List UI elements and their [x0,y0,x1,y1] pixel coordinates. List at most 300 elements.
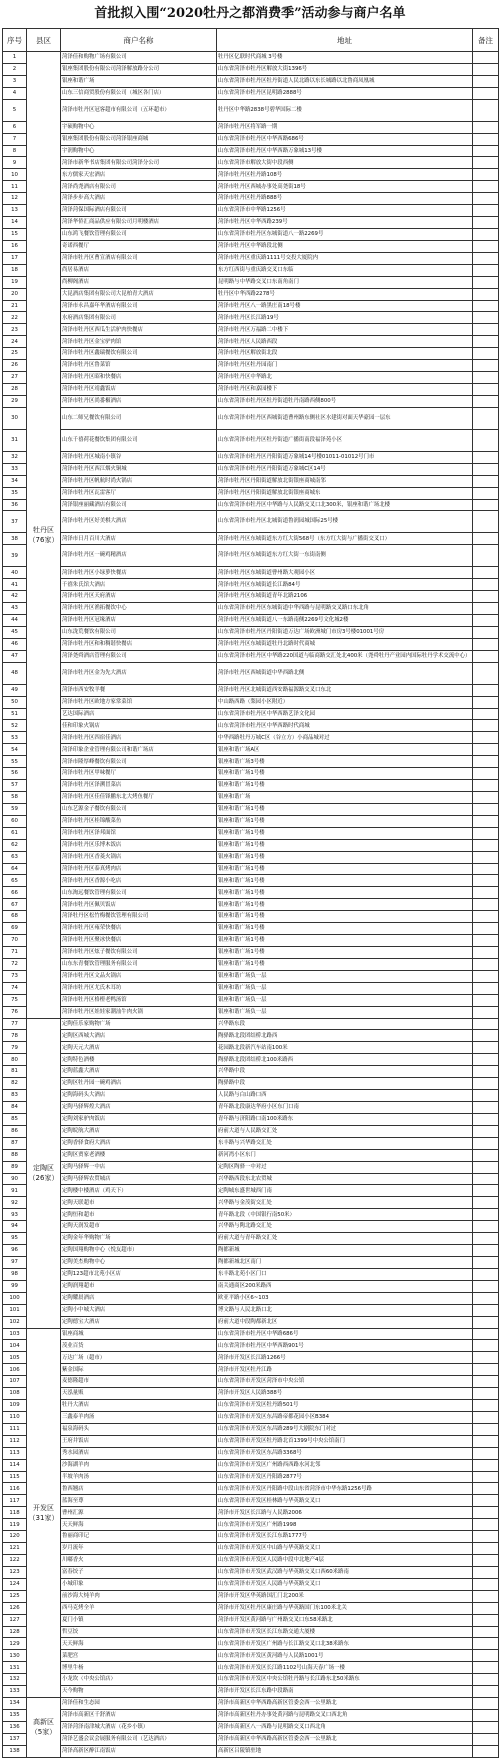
merchant-address: 银座和谐广场1号楼 [217,851,473,863]
merchant-address: 山东省菏泽市牡丹区中华路220国道与临商路交汇处北400米（尧舜牡丹产业园内国际牡丹学术交流中心） [217,650,473,662]
district-cell: 高新区（5家） [27,1698,61,1758]
table-row [3,615,499,627]
row-note [473,1710,499,1722]
table-row [3,451,499,463]
row-seq: 66 [3,887,27,899]
merchant-name: 菏泽市牡丹区欧地方家常菜馆 [61,696,217,708]
table-row [3,1149,499,1161]
row-note [473,684,499,696]
merchant-name: 岁月流年 [61,1543,217,1555]
table-row [3,1411,499,1423]
merchant-name: 菏泽市牡丹区香菱火锅店 [61,851,217,863]
table-row [3,63,499,75]
table-row [3,264,499,276]
merchant-name: 宇润购物中心 [61,145,217,157]
row-seq: 15 [3,228,27,240]
row-seq: 64 [3,863,27,875]
row-seq: 113 [3,1447,27,1459]
merchant-name: 定陶马驿辉煌大酒店 [61,1101,217,1113]
header-address: 地址 [217,29,473,52]
table-row [3,1531,499,1543]
merchant-address: 银座和谐广场负一层 [217,994,473,1006]
table-row [3,545,499,567]
merchant-address: 欧亚平路小区6~103 [217,1292,473,1304]
merchant-name: 菏泽菏泽南津城大酒店（花乡小镇） [61,1721,217,1733]
table-row [3,863,499,875]
row-note [473,1423,499,1435]
row-note [473,157,499,169]
merchant-table [2,28,499,1758]
row-seq: 10 [3,169,27,181]
merchant-address: 山东省菏泽市牡丹区昆明路2888号 [217,87,473,99]
row-seq: 74 [3,982,27,994]
merchant-name: 曹州汇源 [61,1507,217,1519]
table-row [3,696,499,708]
merchant-address: 银座和谐广场1号楼 [217,780,473,792]
merchant-address: 山东省菏泽市开发区广州路1998 [217,1519,473,1531]
header-note: 备注 [473,29,499,52]
merchant-address: 南关通商区200米路西 [217,1280,473,1292]
row-note [473,1400,499,1412]
merchant-address: 高新区吕陵镇驻地 [217,1745,473,1757]
row-seq: 27 [3,372,27,384]
row-note [473,935,499,947]
merchant-address: 陶驿路北段团结桥北路西 [217,1030,473,1042]
row-seq: 90 [3,1173,27,1185]
merchant-address: 山东省菏泽市开发区长江东路交通大厦楼 [217,1626,473,1638]
row-note [473,407,499,429]
row-note [473,780,499,792]
merchant-address: 山东省菏泽市开发区菏泽市中央公馆 [217,1376,473,1388]
merchant-address: 山东省菏泽市牡丹区中华西路686号 [217,133,473,145]
merchant-address: 菏泽市牡丹区将军路一期 [217,121,473,133]
merchant-address: 山东省菏泽市开发区中山路与华英路交叉口 [217,1543,473,1555]
merchant-name: 菜肥宫 [61,1650,217,1662]
row-note [473,1447,499,1459]
merchant-address: 青年路北段康达华府小区东门口南 [217,1101,473,1113]
row-seq: 58 [3,792,27,804]
merchant-address: 兴华路东段 [217,1018,473,1030]
merchant-address: 菏泽市牡丹区万福路二中楼下 [217,324,473,336]
row-note [473,475,499,487]
row-note [473,1030,499,1042]
row-seq: 120 [3,1531,27,1543]
row-seq: 98 [3,1268,27,1280]
merchant-address: 府前大道中段陶都新北区 [217,1316,473,1328]
merchant-name: 菏泽市牡丹区瓦雷客厅 [61,487,217,499]
table-row [3,1101,499,1113]
table-row [3,87,499,99]
merchant-name: 菏泽市牡丹区桂锦酸菜鱼 [61,815,217,827]
table-row [3,181,499,193]
row-seq: 8 [3,145,27,157]
table-row [3,1125,499,1137]
row-seq: 100 [3,1292,27,1304]
row-note [473,217,499,229]
table-row [3,1018,499,1030]
table-row [3,429,499,451]
row-note [473,1209,499,1221]
table-row [3,1733,499,1745]
header-district: 县区 [27,29,61,52]
row-seq: 70 [3,935,27,947]
merchant-name: 定陶区西城大酒店 [61,1030,217,1042]
merchant-name: 川嘟香火 [61,1555,217,1567]
merchant-name: 菏泽市牡丹区泽邦面馆 [61,827,217,839]
merchant-name: 定陶美杰购物中心 [61,1256,217,1268]
row-seq: 97 [3,1256,27,1268]
merchant-name: 哲豆饺 [61,1626,217,1638]
row-seq: 36 [3,499,27,511]
merchant-address: 山东省菏泽市开发区黄河路与人民路1001号 [217,1650,473,1662]
merchant-address: 山东省菏泽市开发区东昌路帝都花园小区B384 [217,1411,473,1423]
row-seq: 137 [3,1733,27,1745]
merchant-name: 西马克烤全羊 [61,1602,217,1614]
merchant-name: 菏泽市牡丹区金宝驴肉馆 [61,336,217,348]
row-note [473,1233,499,1245]
merchant-address: 菏泽市牡丹区东城街道八一东路南侧2269号文化城2楼 [217,615,473,627]
row-seq: 4 [3,87,27,99]
table-row [3,1483,499,1495]
row-note [473,603,499,615]
merchant-name: 菏泽市新华书店集团有限公司菏泽分公司 [61,157,217,169]
merchant-address: 山东省菏泽市牡丹区牡丹街道人民北路以东长城路以北鲁商凤凰城 [217,75,473,87]
merchant-name: 定陶楼中楼酒店（鸡天下） [61,1185,217,1197]
merchant-address: 菏泽市牡丹区东城街道东方红大街一东街南侧 [217,545,473,567]
table-row [3,133,499,145]
table-row [3,121,499,133]
table-row [3,360,499,372]
row-seq: 126 [3,1602,27,1614]
row-seq: 31 [3,429,27,451]
row-seq: 30 [3,407,27,429]
row-seq: 50 [3,696,27,708]
table-row [3,383,499,395]
table-row [3,1745,499,1757]
row-note [473,1149,499,1161]
row-note [473,75,499,87]
merchant-address: 菏泽市高新区中华西路高新区管委会西一公里路北 [217,1733,473,1745]
merchant-address: 银座和谐广场1号楼 [217,827,473,839]
row-note [473,1185,499,1197]
row-note [473,121,499,133]
table-row [3,1280,499,1292]
merchant-name: 定陶佳乐家购物广场 [61,1018,217,1030]
table-row [3,815,499,827]
row-note [473,1340,499,1352]
table-row [3,994,499,1006]
table-row [3,511,499,533]
merchant-name: 定陶天润发超市 [61,1221,217,1233]
row-seq: 75 [3,994,27,1006]
table-row [3,827,499,839]
merchant-name: 茂业百货 [61,1340,217,1352]
merchant-name: 万达广场（超市） [61,1352,217,1364]
table-row [3,395,499,407]
row-note [473,52,499,64]
merchant-name: 山东二师兄餐饮有限公司 [61,407,217,429]
merchant-address: 山东省菏泽市开发区广州路西西路水河北邻 [217,1459,473,1471]
table-row [3,1662,499,1674]
merchant-name: 水府酒店集团有限公司 [61,312,217,324]
merchant-address: 山东省菏泽市牡丹区丹阳街道万象城14号楼01011-01012号门市 [217,451,473,463]
row-seq: 32 [3,451,27,463]
row-seq: 34 [3,475,27,487]
row-note [473,87,499,99]
merchant-address: 银座和谐广场1号楼 [217,887,473,899]
row-seq: 96 [3,1245,27,1257]
merchant-name: 菏泽华侨汇商品供应有限公司月明楼酒店 [61,217,217,229]
table-row [3,1710,499,1722]
merchant-name: 菏泽市牡丹区娃娃家潮汕牛肉火锅 [61,1006,217,1018]
merchant-address: 山东省菏泽市开发区长江东路1777号 [217,1531,473,1543]
row-seq: 116 [3,1483,27,1495]
row-note [473,205,499,217]
merchant-address: 山东省菏泽市开发区人民路中段中北地产4层 [217,1555,473,1567]
district-cell: 开发区（31家） [27,1328,61,1698]
table-row [3,487,499,499]
merchant-name: 菏泽菏保国际酒店有限公司 [61,205,217,217]
merchant-name: 定陶恒和超市 [61,1209,217,1221]
table-row [3,1173,499,1185]
merchant-address: 菏泽市开发区长江东路中段路南 [217,1686,473,1698]
merchant-name: 宇硕购物中心 [61,121,217,133]
row-seq: 28 [3,383,27,395]
merchant-address: 菏泽市牡丹区东城街道牡丹北路时代商城 [217,638,473,650]
merchant-name: 菏泽市牡丹区雍荣快餐店 [61,923,217,935]
row-note [473,720,499,732]
table-row [3,982,499,994]
table-row [3,887,499,899]
row-seq: 69 [3,923,27,935]
table-row [3,276,499,288]
merchant-name: 菏泽市牡丹区尤氏木耳坊 [61,982,217,994]
row-note [473,395,499,407]
merchant-name: 大昆酒店集团有限公司大昆柏青大酒店 [61,288,217,300]
row-seq: 59 [3,803,27,815]
merchant-address: 青年路北段（中国银行南50米） [217,1209,473,1221]
row-seq: 21 [3,300,27,312]
merchant-address: 山东省菏泽市开发区牡丹路北首1399号中央公馆南门 [217,1435,473,1447]
merchant-address: 菏泽市开发区长江路1266号 [217,1352,473,1364]
row-seq: 9 [3,157,27,169]
row-seq: 99 [3,1280,27,1292]
merchant-name: 夏门小镇 [61,1614,217,1626]
merchant-address: 山东省菏泽市开发区东昌路3368号 [217,1447,473,1459]
row-note [473,1042,499,1054]
row-note [473,1626,499,1638]
table-row [3,1626,499,1638]
merchant-name: 菏泽步步高大酒店 [61,193,217,205]
row-note [473,567,499,579]
row-note [473,638,499,650]
merchant-address: 东方红西街与重庆路交叉口东临 [217,264,473,276]
table-row [3,1555,499,1567]
merchant-name: 菏泽市牡丹区小绿萝快餐店 [61,567,217,579]
merchant-name: 菏泽市牡丹区城南小镇谷 [61,451,217,463]
row-note [473,533,499,545]
table-row [3,1400,499,1412]
row-note [473,1101,499,1113]
row-seq: 109 [3,1400,27,1412]
row-note [473,276,499,288]
row-seq: 86 [3,1125,27,1137]
merchant-name: 定陶天元大酒店 [61,1042,217,1054]
row-seq: 71 [3,947,27,959]
merchant-name: 菏泽市牡丹区尚番椒酒店 [61,395,217,407]
table-row [3,475,499,487]
table-row [3,1268,499,1280]
merchant-name: 定陶香驿食府大酒店 [61,1137,217,1149]
merchant-name: 菏泽市牡丹区渔拓餐饮中心 [61,603,217,615]
row-seq: 22 [3,312,27,324]
row-note [473,1221,499,1233]
row-seq: 77 [3,1018,27,1030]
merchant-name: 山东三信商贸股份有限公司（城区各门店） [61,87,217,99]
merchant-name: 定陶刘家驴肉饭店 [61,1113,217,1125]
row-note [473,1328,499,1340]
merchant-address: 人民路与白山路口西 [217,1090,473,1102]
table-row [3,958,499,970]
table-row [3,1161,499,1173]
merchant-address: 山东省菏泽市开发区丹阳路2877号 [217,1471,473,1483]
row-note [473,63,499,75]
merchant-address: 银座和谐广场1号楼 [217,839,473,851]
table-row [3,1578,499,1590]
row-seq: 67 [3,899,27,911]
merchant-address: 山东省菏泽市牡丹区牡丹街道广播街南段福泽苑小区 [217,429,473,451]
merchant-address: 菏泽市开发区人民路388号 [217,1388,473,1400]
table-row [3,217,499,229]
row-seq: 105 [3,1352,27,1364]
merchant-address: 山东省菏泽市开发区桂林路与华英路交叉口 [217,1495,473,1507]
row-note [473,1364,499,1376]
table-row [3,720,499,732]
merchant-address: 中山路西路（梨园小区附近） [217,696,473,708]
merchant-address: 山东省菏泽市牡丹区中华西路901号 [217,1340,473,1352]
row-seq: 129 [3,1638,27,1650]
merchant-address: 山东省菏泽市开发区丹阳路中段山东省菏泽市中华东路1256号路 [217,1483,473,1495]
row-seq: 115 [3,1471,27,1483]
table-row [3,157,499,169]
row-seq: 47 [3,650,27,662]
merchant-name: 小龙坎（中央公馆店） [61,1674,217,1686]
row-note [473,1054,499,1066]
row-note [473,312,499,324]
row-seq: 44 [3,615,27,627]
merchant-address: 菏泽市牡丹区中华路北 [217,372,473,384]
merchant-address: 山东省菏泽市牡丹区丹阳街道万象城C区14号 [217,463,473,475]
merchant-name: 菏泽市西安牧羊餐 [61,684,217,696]
row-seq: 94 [3,1221,27,1233]
row-note [473,1638,499,1650]
row-seq: 61 [3,827,27,839]
row-seq: 43 [3,603,27,615]
row-seq: 42 [3,591,27,603]
merchant-address: 山东省菏泽市开发区人民路与华英路交叉口 [217,1578,473,1590]
table-row [3,1185,499,1197]
row-seq: 80 [3,1054,27,1066]
merchant-name: 菏泽佳和购物广场有限公司 [61,52,217,64]
table-row [3,1066,499,1078]
table-row [3,780,499,792]
table-row [3,923,499,935]
merchant-address: 银座和谐广场A区 [217,744,473,756]
table-row [3,252,499,264]
row-note [473,1721,499,1733]
merchant-address: 菏泽市牡丹区东城街道长江路84号 [217,579,473,591]
row-note [473,1483,499,1495]
merchant-address: 菏泽市高新区牡丹办事处黄河路与昆明路交叉口西北角 [217,1710,473,1722]
merchant-name: 菏泽银座丽藏酒店有限公司 [61,499,217,511]
row-note [473,1137,499,1149]
merchant-address: 银座和谐广场1号楼 [217,863,473,875]
row-note [473,887,499,899]
merchant-name: 定陶天联超市 [61,1197,217,1209]
merchant-name: 菏泽市牡丹区金为先大酒店 [61,662,217,684]
merchant-address: 新河湾小区东门 [217,1149,473,1161]
merchant-name: 菏泽市永昌嘉年华酒店有限公司 [61,300,217,312]
row-seq: 62 [3,839,27,851]
row-note [473,1078,499,1090]
row-note [473,911,499,923]
row-note [473,1268,499,1280]
row-note [473,1578,499,1590]
merchant-address: 菏泽市牡丹区西城办事处高尧街18号 [217,181,473,193]
merchant-name: 小城印象 [61,1578,217,1590]
row-seq: 24 [3,336,27,348]
merchant-name: 定陶国翔购物中心（悦友超市） [61,1245,217,1257]
row-note [473,545,499,567]
row-note [473,1113,499,1125]
row-seq: 1 [3,52,27,64]
merchant-name: 菏泽市牡丹区文品火锅店 [61,970,217,982]
row-seq: 76 [3,1006,27,1018]
merchant-address: 兴华路中段 [217,1066,473,1078]
row-seq: 123 [3,1566,27,1578]
merchant-address: 兴华路与金茂街交汇处 [217,1197,473,1209]
merchant-name: 定陶皖航大酒店 [61,1125,217,1137]
merchant-address: 菏泽市开发区牡丹区康庄路与华英路国门东100米北关 [217,1602,473,1614]
merchant-name: 佳和印象火锅店 [61,720,217,732]
table-row [3,1006,499,1018]
merchant-name: 菏泽市牡丹区乐博木饭店 [61,839,217,851]
merchant-name: 山东艺源金子餐饮有限公司 [61,803,217,815]
table-row [3,1090,499,1102]
merchant-name: 定陶马驿辉农贸城店 [61,1173,217,1185]
table-row [3,1519,499,1531]
row-seq: 82 [3,1078,27,1090]
merchant-name: 天泓量贩 [61,1388,217,1400]
merchant-name: 定陶123超市北苑小区店 [61,1268,217,1280]
row-seq: 26 [3,360,27,372]
row-seq: 56 [3,768,27,780]
row-note [473,827,499,839]
row-seq: 88 [3,1149,27,1161]
row-note [473,264,499,276]
merchant-name: 菏泽市牡丹区曹宣酒店有限公司 [61,252,217,264]
table-row [3,1507,499,1519]
table-row [3,1209,499,1221]
table-row [3,499,499,511]
merchant-address: 山东省菏泽市牡丹区中华路与人民路交叉口北300米，银座和谐广场北楼 [217,499,473,511]
row-note [473,1388,499,1400]
row-note [473,1292,499,1304]
row-note [473,463,499,475]
merchant-name: 艺达国际酒店 [61,708,217,720]
merchant-name: 菏泽市牡丹区甲味餐厅 [61,768,217,780]
row-seq: 14 [3,217,27,229]
